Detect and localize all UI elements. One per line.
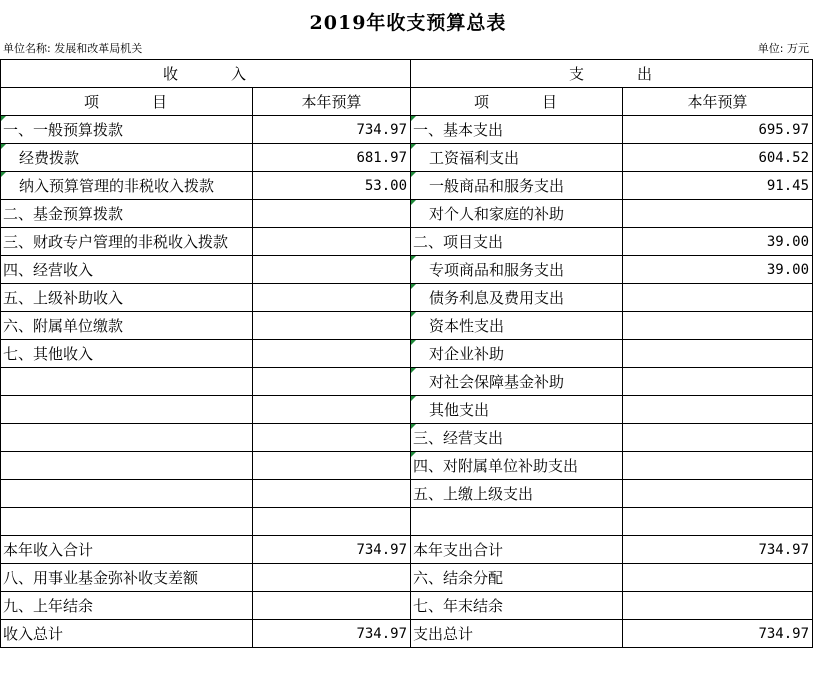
income-item-cell	[1, 452, 253, 480]
income-budget-header: 本年预算	[253, 88, 411, 116]
expense-value-cell: 39.00	[623, 256, 813, 284]
income-value-cell	[253, 256, 411, 284]
income-value-cell	[253, 200, 411, 228]
column-header-row	[1, 88, 813, 116]
income-item-cell	[1, 508, 253, 536]
report-title: 2019年收支预算总表	[309, 12, 507, 34]
budget-table	[0, 59, 813, 648]
expense-value-cell: 39.00	[623, 228, 813, 256]
expense-value-cell	[623, 452, 813, 480]
expense-item-cell: 四、对附属单位补助支出	[411, 452, 623, 480]
income-value-cell	[253, 592, 411, 620]
income-value-cell: 681.97	[253, 144, 411, 172]
income-item-cell	[1, 424, 253, 452]
expense-value-cell	[623, 396, 813, 424]
expense-value-cell: 604.52	[623, 144, 813, 172]
expense-item-cell: 一般商品和服务支出	[411, 172, 623, 200]
income-value-cell	[253, 564, 411, 592]
table-row	[1, 508, 813, 536]
expense-item-cell: 支出总计	[411, 620, 623, 648]
table-row	[1, 284, 813, 312]
income-value-cell	[253, 228, 411, 256]
income-item-cell: 六、附属单位缴款	[1, 312, 253, 340]
expense-item-cell: 三、经营支出	[411, 424, 623, 452]
expense-item-cell: 工资福利支出	[411, 144, 623, 172]
expense-value-cell: 734.97	[623, 620, 813, 648]
income-item-cell: 七、其他收入	[1, 340, 253, 368]
table-row	[1, 564, 813, 592]
income-item-cell: 九、上年结余	[1, 592, 253, 620]
expense-header: 支 出	[411, 60, 813, 88]
expense-value-cell	[623, 508, 813, 536]
income-header: 收 入	[1, 60, 411, 88]
table-row	[1, 480, 813, 508]
expense-value-cell	[623, 424, 813, 452]
income-item-cell	[1, 368, 253, 396]
expense-value-cell	[623, 340, 813, 368]
table-row	[1, 256, 813, 284]
expense-value-cell	[623, 480, 813, 508]
income-item-cell: 二、基金预算拨款	[1, 200, 253, 228]
income-item-header: 项 目	[1, 88, 253, 116]
expense-item-cell	[411, 508, 623, 536]
unit-name: 单位名称: 发展和改革局机关	[3, 42, 143, 55]
expense-value-cell	[623, 564, 813, 592]
section-header-row	[1, 60, 813, 88]
table-row	[1, 452, 813, 480]
table-row	[1, 200, 813, 228]
expense-item-cell: 对社会保障基金补助	[411, 368, 623, 396]
expense-item-cell: 七、年末结余	[411, 592, 623, 620]
income-item-cell: 三、财政专户管理的非税收入拨款	[1, 228, 253, 256]
income-value-cell	[253, 368, 411, 396]
income-value-cell	[253, 424, 411, 452]
expense-value-cell	[623, 368, 813, 396]
table-row	[1, 312, 813, 340]
expense-item-cell: 本年支出合计	[411, 536, 623, 564]
income-value-cell	[253, 340, 411, 368]
income-value-cell	[253, 508, 411, 536]
expense-value-cell: 734.97	[623, 536, 813, 564]
table-row	[1, 620, 813, 648]
income-value-cell: 734.97	[253, 536, 411, 564]
expense-value-cell	[623, 592, 813, 620]
table-row	[1, 592, 813, 620]
expense-value-cell	[623, 284, 813, 312]
expense-item-cell: 其他支出	[411, 396, 623, 424]
expense-value-cell: 91.45	[623, 172, 813, 200]
income-value-cell: 53.00	[253, 172, 411, 200]
table-row	[1, 144, 813, 172]
income-item-cell: 五、上级补助收入	[1, 284, 253, 312]
expense-item-cell: 资本性支出	[411, 312, 623, 340]
table-row	[1, 172, 813, 200]
table-row	[1, 396, 813, 424]
expense-budget-header: 本年预算	[623, 88, 813, 116]
income-item-cell	[1, 480, 253, 508]
income-item-cell: 本年收入合计	[1, 536, 253, 564]
expense-item-cell: 五、上缴上级支出	[411, 480, 623, 508]
expense-item-cell: 对个人和家庭的补助	[411, 200, 623, 228]
income-item-cell: 收入总计	[1, 620, 253, 648]
income-value-cell: 734.97	[253, 620, 411, 648]
income-item-cell: 一、一般预算拨款	[1, 116, 253, 144]
expense-item-cell: 对企业补助	[411, 340, 623, 368]
expense-item-cell: 二、项目支出	[411, 228, 623, 256]
table-row	[1, 536, 813, 564]
expense-value-cell	[623, 200, 813, 228]
income-value-cell	[253, 284, 411, 312]
expense-item-cell: 一、基本支出	[411, 116, 623, 144]
expense-value-cell: 695.97	[623, 116, 813, 144]
expense-item-cell: 债务利息及费用支出	[411, 284, 623, 312]
table-row	[1, 116, 813, 144]
table-row	[1, 368, 813, 396]
income-value-cell	[253, 452, 411, 480]
expense-item-cell: 六、结余分配	[411, 564, 623, 592]
expense-value-cell	[623, 312, 813, 340]
unit-label: 单位: 万元	[757, 42, 809, 55]
table-row	[1, 228, 813, 256]
income-value-cell	[253, 312, 411, 340]
expense-item-cell: 专项商品和服务支出	[411, 256, 623, 284]
table-row	[1, 340, 813, 368]
income-item-cell: 纳入预算管理的非税收入拨款	[1, 172, 253, 200]
income-item-cell: 经费拨款	[1, 144, 253, 172]
income-item-cell: 八、用事业基金弥补收支差额	[1, 564, 253, 592]
income-value-cell: 734.97	[253, 116, 411, 144]
table-row	[1, 424, 813, 452]
income-value-cell	[253, 396, 411, 424]
expense-item-header: 项 目	[411, 88, 623, 116]
income-value-cell	[253, 480, 411, 508]
income-item-cell: 四、经营收入	[1, 256, 253, 284]
income-item-cell	[1, 396, 253, 424]
